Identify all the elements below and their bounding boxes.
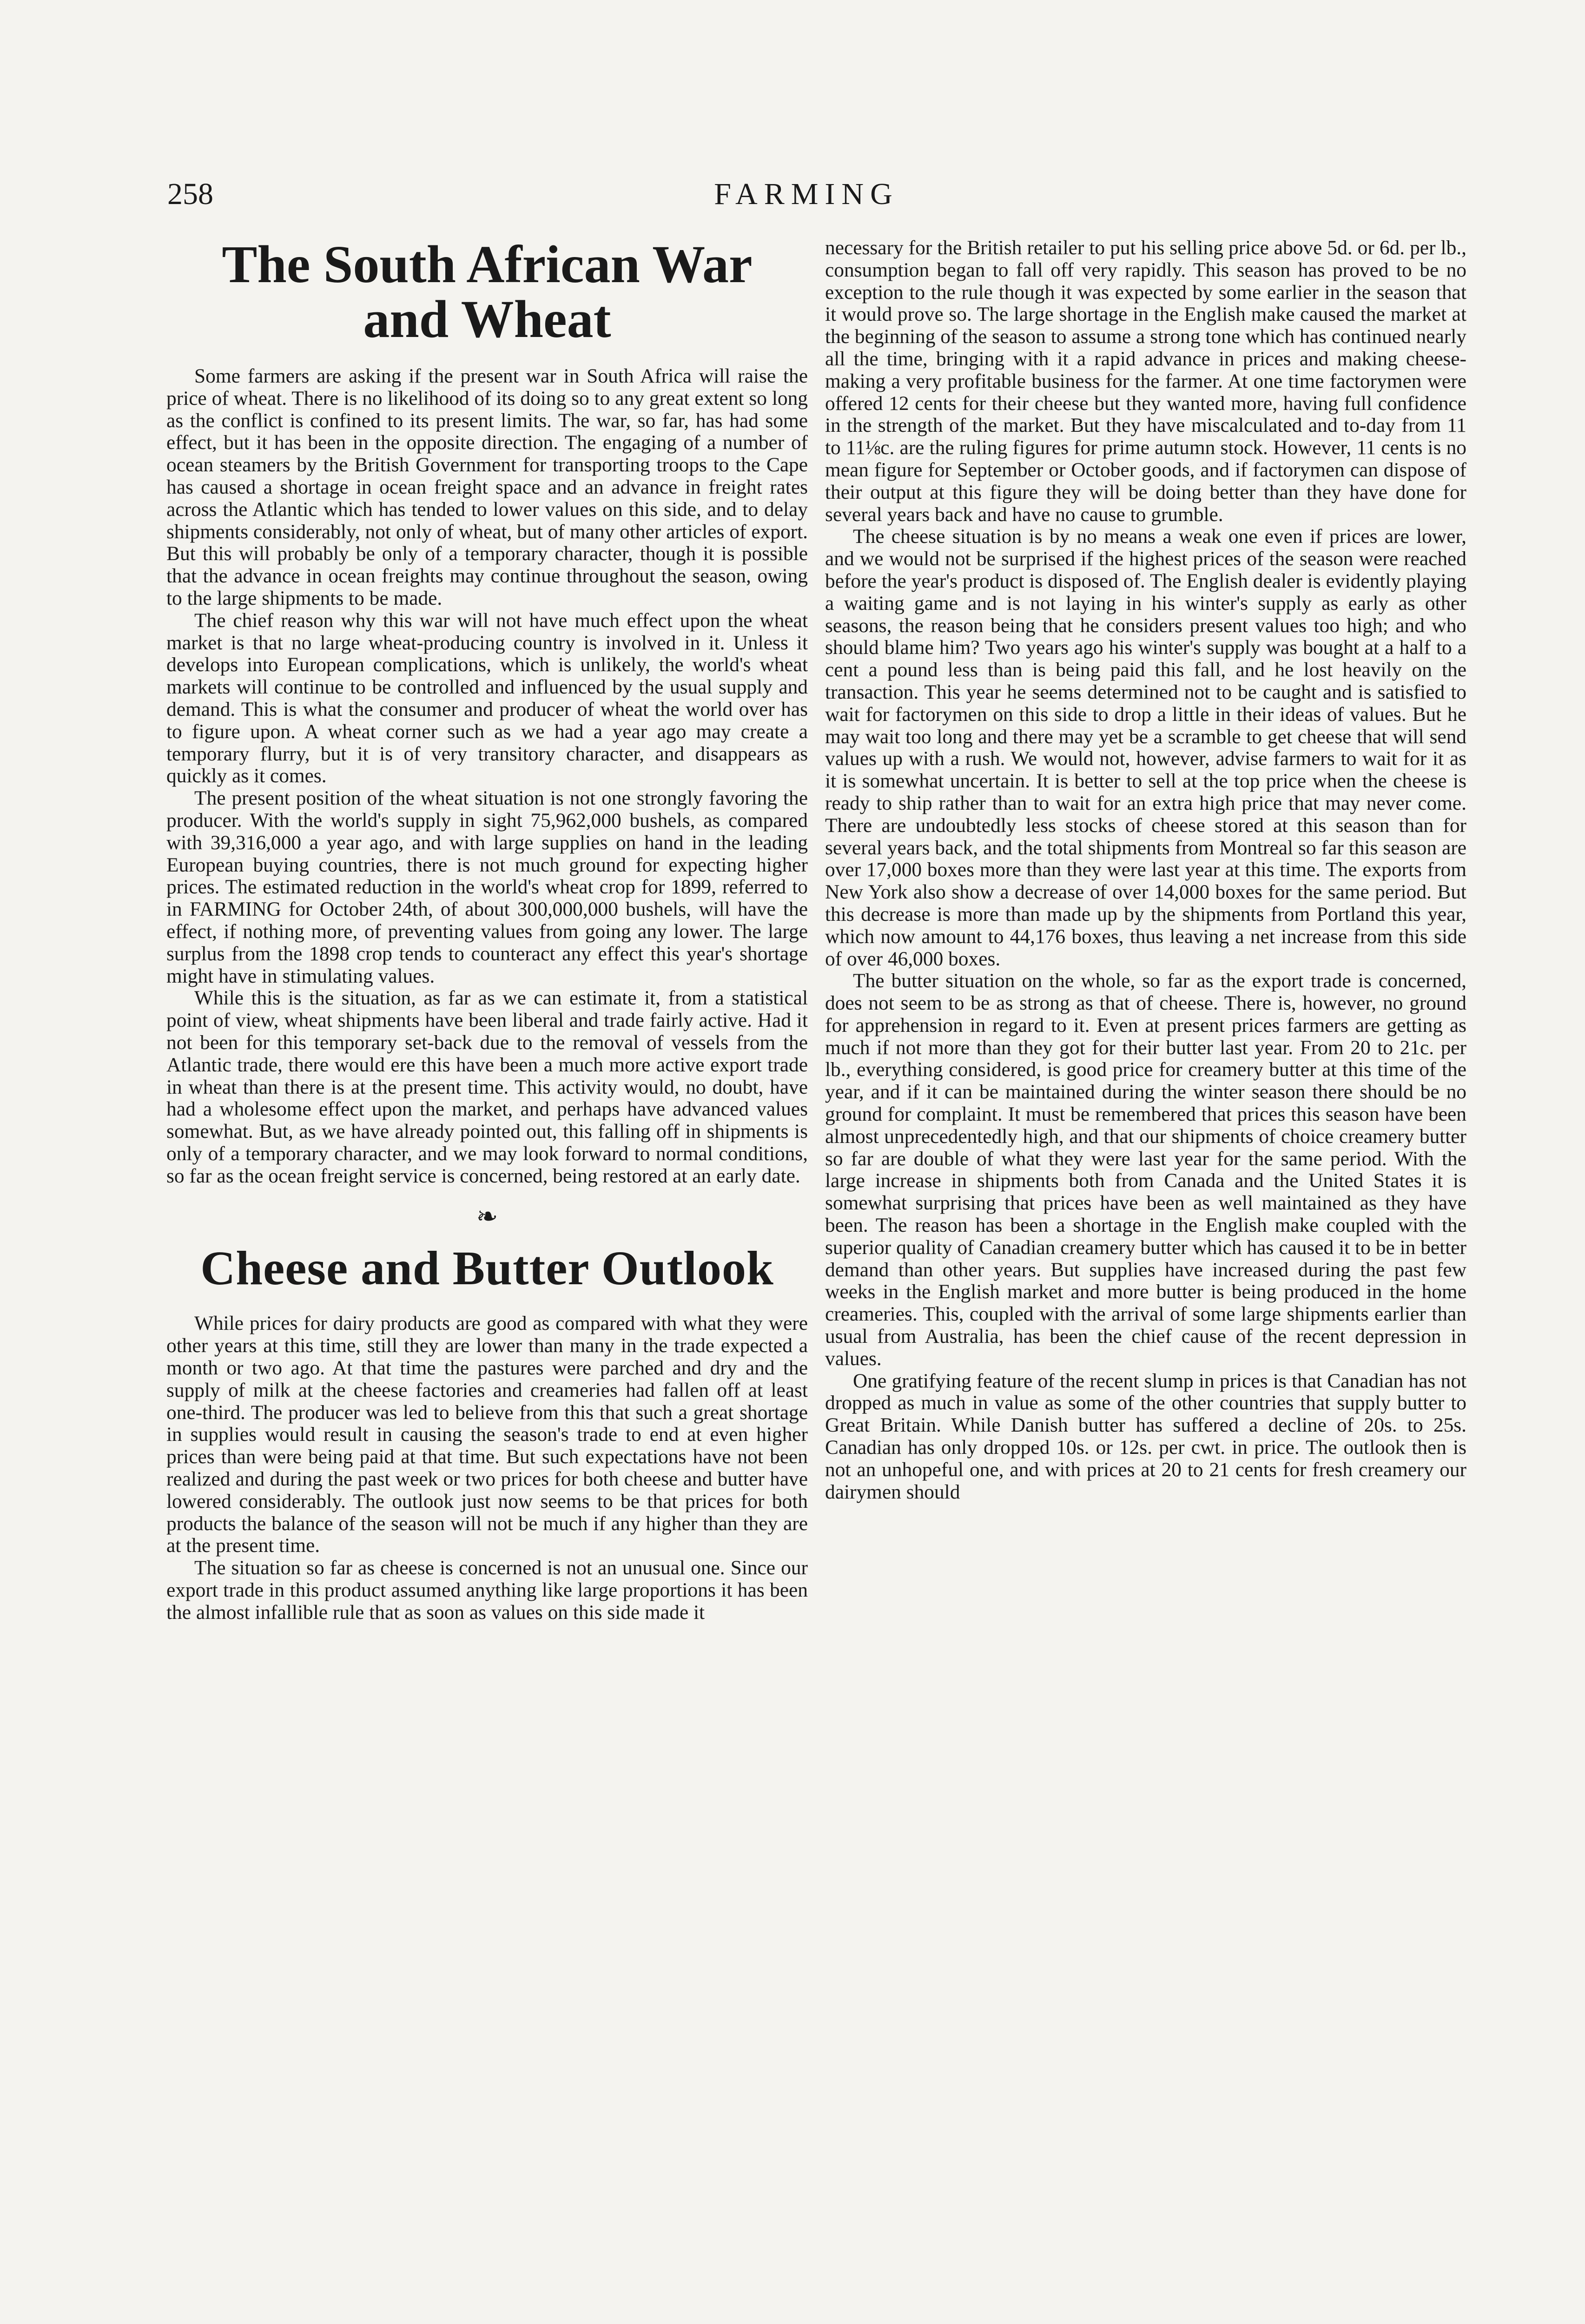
article-paragraph-continued: necessary for the British retailer to put his selling price above 5d. or 6d. per lb., consumption began to fall off very rapidly. This season has proved to be no exception to the rule though it was expected by some earlier in the season that it would prove so. The large shortage in the English make caused the market at the beginning of the season to assume a strong tone which has continued nearly all the time, bringing with it a rapid advance in prices and making cheese-making a very profitable business for the farmer. At one time factorymen were offered 12 cents for their cheese but they wanted more, having full confidence in the strength of the market. But they have miscalculated and to-day from 11 to 11⅛c. are the ruling figures for prime autumn stock. However, 11 cents is no mean figure for September or October goods, and if factorymen can dispose of their output at this figure they will be doing better than they have done for several years back and have no cause to grumble. (825, 237, 1466, 526)
article-title-line: The South African War (222, 235, 753, 294)
article-paragraph: Some farmers are asking if the present war in South Africa will raise the price of wheat. There is no likelihood of its doing so to any great extent so long as the conflict is confined to its present limits. The war, so far, has had some effect, but it has been in the opposite direction. The engaging of a number of ocean steamers by the British Government for transporting troops to the Cape has caused a shortage in ocean freight space and an advance in freight rates across the Atlantic which has tended to lower values on this side, and to delay shipments considerably, not only of wheat, but of many other articles of export. But this will probably be only of a temporary character, though it is possible that the advance in ocean freights may continue throughout the season, owing to the large shipments to be made. (166, 365, 808, 609)
article-paragraph: The chief reason why this war will not have much effect upon the wheat market is that no large wheat-producing country is involved in it. Unless it develops into European complications, which is unlikely, the world's wheat markets will continue to be controlled and influenced by the usual supply and demand. This is what the consumer and producer of wheat the world over has to figure upon. A wheat corner such as we had a year ago may create a temporary flurry, but it is of very transitory character, and disappears as quickly as it comes. (166, 609, 808, 787)
article-paragraph: One gratifying feature of the recent slump in prices is that Canadian has not dropped as much in value as some of the other countries that supply butter to Great Britain. While Danish butter has suffered a decline of 20s. to 25s. Canadian has only dropped 10s. or 12s. per cwt. in price. The outlook then is not an unhopeful one, and with prices at 20 to 21 cents for fresh creamery our dairymen should (825, 1369, 1466, 1503)
article-paragraph: The present position of the wheat situation is not one strongly favoring the producer. With the world's supply in sight 75,962,000 bushels, as compared with 39,316,000 a year ago, and with large supplies on hand in the leading European buying countries, there is not much ground for expecting higher prices. The estimated reduction in the world's wheat crop for 1899, referred to in FARMING for October 24th, of about 300,000,000 bushels, will have the effect, if nothing more, of preventing values from going any lower. The large surplus from the 1898 crop tends to counteract any effect this year's shortage might have in stimulating values. (166, 787, 808, 987)
section-ornament-icon: ❧ (476, 1202, 498, 1232)
article-paragraph: The situation so far as cheese is concerned is not an unusual one. Since our export trade in this product assumed anything like large proportions it has been the almost infallible rule that as soon as values on this side made it (166, 1557, 808, 1624)
article-title-line: and Wheat (363, 290, 611, 349)
page-number: 258 (167, 177, 213, 211)
article-paragraph: While prices for dairy products are good as compared with what they were other years at this time, still they are lower than many in the trade expected a month or two ago. At that time the pastures were parched and dry and the supply of milk at the cheese factories and creameries had fallen off at least one-third. The producer was led to believe from this that such a great shortage in supplies would result in causing the season's trade to end at even higher prices than were being paid at that time. But such expectations have not been realized and during the past week or two prices for both cheese and butter have lowered considerably. The outlook just now seems to be that prices for both products the balance of the season will not be much if any higher than they are at the present time. (166, 1312, 808, 1557)
article-paragraph: The butter situation on the whole, so far as the export trade is concerned, does not seem to be as strong as that of cheese. There is, however, no ground for apprehension in regard to it. Even at present prices farmers are getting as much if not more than they got for their butter last year. From 20 to 21c. per lb., everything considered, is good price for creamery butter at this time of the year, and if it can be maintained during the winter season there should be no ground for complaint. It must be remembered that prices this season have been almost unprecedentedly high, and that our shipments of choice creamery butter so far are double of what they were last year for the same period. With the large increase in shipments both from Canada and the United States it is somewhat surprising that prices have been as well maintained as they have been. The reason has been a shortage in the English make coupled with the superior quality of Canadian creamery butter which has caused it to be in better demand than other years. But supplies have increased during the past few weeks in the English market and more butter is being produced in the home creameries. This, coupled with the arrival of some large shipments earlier than usual from Australia, has been the chief cause of the recent depression in values. (825, 970, 1466, 1370)
article-paragraph: While this is the situation, as far as we can estimate it, from a statistical point of view, wheat shipments have been liberal and trade fairly active. Had it not been for this temporary set-back due to the removal of vessels from the Atlantic trade, there would ere this have been a much more active export trade in wheat than there is at the present time. This activity would, no doubt, have had a wholesome effect upon the market, and perhaps have advanced values somewhat. But, as we have already pointed out, this falling off in shipments is only of a temporary character, and we may look forward to normal conditions, so far as the ocean freight service is concerned, being restored at an early date. (166, 987, 808, 1187)
article-title-cheese-butter: Cheese and Butter Outlook (200, 1241, 774, 1295)
article-paragraph: The cheese situation is by no means a weak one even if prices are lower, and we would not be surprised if the highest prices of the season were reached before the year's product is disposed of. The English dealer is evidently playing a waiting game and is not laying in his winter's supply as early as other seasons, the reason being that he considers present values too high; and who should blame him? Two years ago his winter's supply was bought at a half to a cent a pound less than is being paid this fall, and he lost heavily on the transaction. This year he seems determined not to be caught and is satisfied to wait for factorymen on this side to drop a little in their ideas of values. But he may wait too long and there may yet be a scramble to get cheese that will send values up with a rush. We would not, however, advise farmers to wait for it as it is somewhat uncertain. It is better to sell at the top price when the cheese is ready to ship rather than to wait for an extra high price that may never come. There are undoubtedly less stocks of cheese stored at this season than for several years back, and the total shipments from Montreal so far this season are over 17,000 boxes more than they were last year at this time. The exports from New York also show a decrease of over 14,000 boxes for the same period. But this decrease is more than made up by the shipments from Portland this year, which now amount to 44,176 boxes, thus leaving a net increase from this side of over 46,000 boxes. (825, 525, 1466, 970)
left-column (166, 237, 808, 1624)
page-header (167, 177, 1446, 228)
right-column (825, 237, 1466, 1503)
article-title-south-african-war (166, 237, 808, 347)
running-head: FARMING (714, 177, 899, 211)
